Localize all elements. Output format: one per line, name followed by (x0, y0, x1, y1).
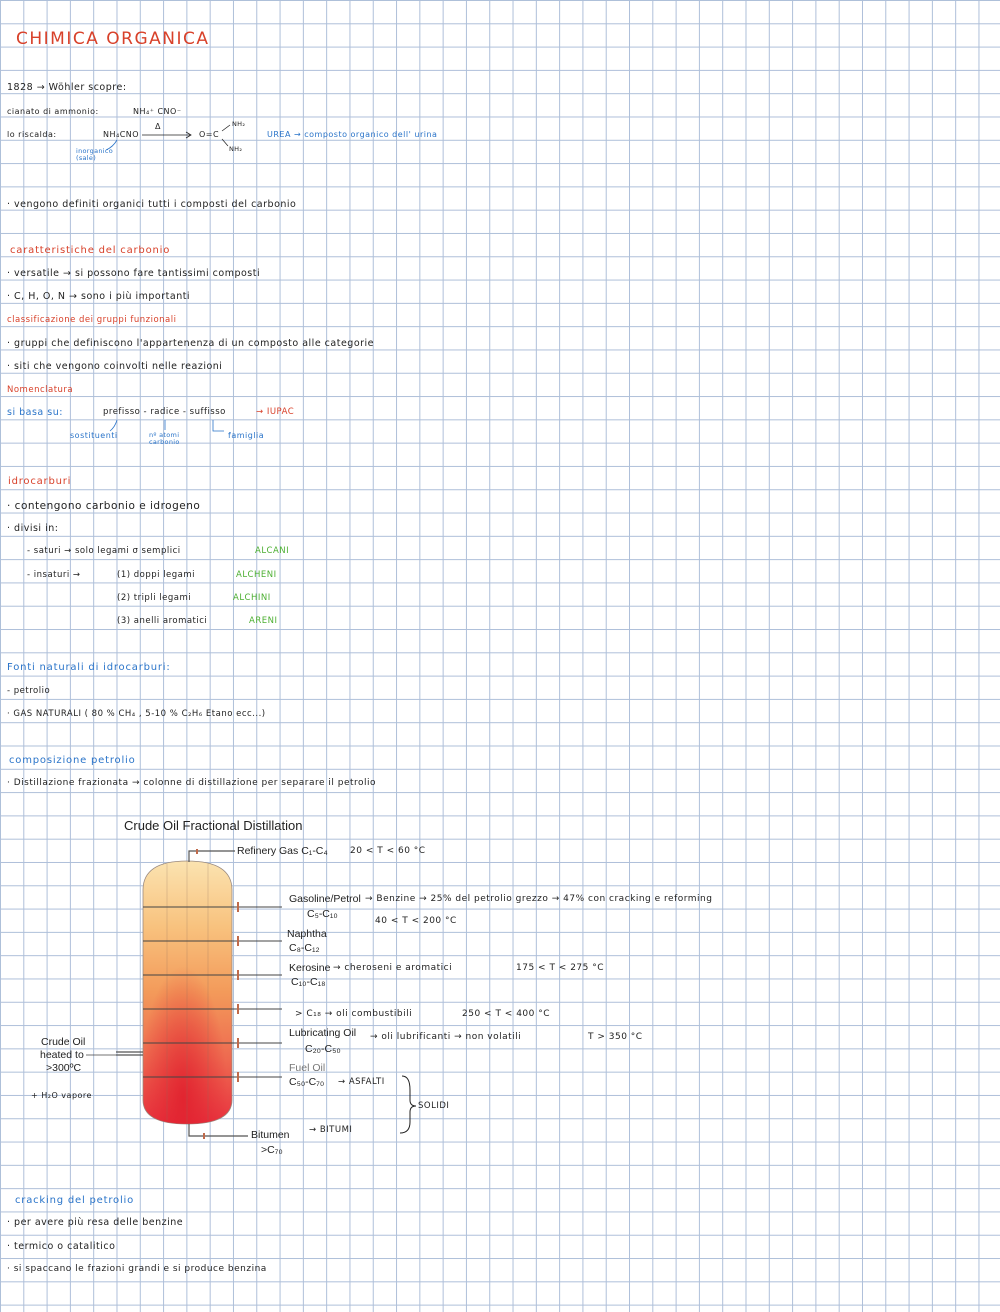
unsat-class-1: ALCHENI (236, 570, 277, 580)
fraction-lubricating-range: C₂₀-C₅₀ (305, 1043, 341, 1055)
intro-line-2-formula: NH₄⁺ CNO⁻ (133, 107, 182, 116)
fraction-fuel-oils: > C₁₈ → oli combustibili (295, 1009, 413, 1019)
nomenclature-heading: Nomenclatura (7, 385, 74, 395)
fraction-gasoline-range: C₅-C₁₀ (307, 908, 338, 920)
hydrocarbons-item-1: · contengono carbonio e idrogeno (7, 500, 201, 512)
saturated-text: - saturi → solo legami σ semplici (27, 546, 181, 556)
fraction-kerosine: Kerosine (289, 962, 331, 974)
unsat-class-2: ALCHINI (233, 593, 271, 603)
definition-text: · vengono definiti organici tutti i composti del carbonio (7, 199, 297, 210)
note-root: nº atomi carbonio (149, 431, 180, 447)
fraction-gasoline-note: → Benzine → 25% del petrolio grezzo → 47% con cracking e reforming (365, 894, 713, 904)
cracking-heading: cracking del petrolio (15, 1195, 135, 1206)
composition-item: · Distillazione frazionata → colonne di distillazione per separare il petrolio (7, 778, 377, 788)
unsat-class-3: ARENI (249, 616, 278, 626)
intro-line-2-label: cianato di ammonio: (7, 107, 99, 116)
heat-symbol: Δ (155, 122, 161, 131)
hydrocarbons-heading: idrocarburi (8, 476, 72, 487)
cracking-item-3: · si spaccano le frazioni grandi e si produce benzina (7, 1264, 267, 1274)
intro-line-1: 1828 → Wöhler scopre: (7, 82, 127, 93)
feed-label-3: >300ºC (46, 1062, 82, 1074)
nomenclature-rule-label: si basa su: (7, 407, 63, 418)
note-suffix: famiglia (228, 431, 265, 440)
carbon-item-1: · versatile → si possono fare tantissimi composti (7, 268, 261, 279)
fraction-gasoline-temp: 40 < T < 200 °C (375, 916, 457, 926)
steam-note: + H₂O vapore (31, 1091, 92, 1100)
fraction-fuel-oil-range: C₅₀-C₇₀ (289, 1076, 325, 1088)
nomenclature-rule: prefisso - radice - suffisso (103, 407, 226, 417)
reactant-note: inorganico (sale) (76, 147, 114, 163)
urea-note: UREA → composto organico dell' urina (267, 130, 438, 139)
fraction-naphtha-range: C₈-C₁₂ (289, 942, 320, 954)
fraction-fuel-oil-note: → ASFALTI (338, 1077, 385, 1087)
composition-heading: composizione petrolio (9, 755, 136, 766)
page-title: CHIMICA ORGANICA (16, 29, 210, 49)
nomenclature-iupac: → IUPAC (256, 407, 295, 417)
fraction-kerosine-note: → cheroseni e aromatici (333, 963, 453, 973)
fraction-kerosine-temp: 175 < T < 275 °C (516, 963, 605, 973)
fraction-fuel-oils-temp: 250 < T < 400 °C (462, 1009, 551, 1019)
unsat-item-3: (3) anelli aromatici (117, 616, 208, 626)
solids-brace (400, 1076, 416, 1133)
fraction-naphtha: Naphtha (287, 928, 327, 940)
sources-item-1: - petrolio (7, 686, 51, 696)
functional-item-1: · gruppi che definiscono l'appartenenza di un composto alle categorie (7, 338, 375, 349)
note-prefix: sostituenti (70, 431, 118, 440)
sources-item-2: · GAS NATURALI ( 80 % CH₄ , 5-10 % C₂H₆ Etano ecc...) (7, 709, 266, 719)
carbon-heading: caratteristiche del carbonio (10, 245, 171, 256)
functional-heading: classificazione dei gruppi funzionali (7, 315, 177, 325)
hydrocarbons-item-2: · divisi in: (7, 523, 59, 534)
feed-label-1: Crude Oil (41, 1036, 86, 1048)
cracking-item-1: · per avere più resa delle benzine (7, 1217, 184, 1228)
feed-label-2: heated to (40, 1049, 84, 1061)
unsat-item-2: (2) tripli legami (117, 593, 192, 603)
saturated-class: ALCANI (255, 546, 290, 556)
urea-nh2-bottom: NH₂ (229, 145, 243, 153)
fraction-lubricating-note: → oli lubrificanti → non volatili (370, 1032, 522, 1042)
fraction-lubricating-oil: Lubricating Oil (289, 1027, 357, 1039)
fraction-refinery-gas: Refinery Gas C₁-C₄ (237, 845, 328, 857)
fraction-lubricating-temp: T > 350 °C (588, 1032, 643, 1042)
unsaturated-text: - insaturi → (27, 570, 81, 580)
fraction-gasoline: Gasoline/Petrol (289, 893, 361, 905)
fraction-bitumen: Bitumen (251, 1129, 290, 1141)
urea-nh2-top: NH₂ (232, 120, 246, 128)
fraction-bitumen-range: >C₇₀ (261, 1144, 283, 1156)
cracking-item-2: · termico o catalitico (7, 1241, 116, 1252)
unsat-item-1: (1) doppi legami (117, 570, 196, 580)
intro-line-3-label: lo riscalda: (7, 130, 57, 139)
fraction-bitumen-note: → BITUMI (309, 1125, 353, 1135)
fraction-fuel-oil: Fuel Oil (289, 1062, 326, 1074)
functional-item-2: · siti che vengono coinvolti nelle reazioni (7, 361, 223, 372)
carbon-item-2: · C, H, O, N → sono i più importanti (7, 291, 191, 302)
fraction-refinery-gas-note: 20 < T < 60 °C (350, 846, 426, 856)
urea-carbonyl: O=C (199, 130, 220, 139)
reactant-formula: NH₄CNO (103, 130, 140, 139)
fraction-kerosine-range: C₁₀-C₁₈ (291, 976, 326, 988)
sources-heading: Fonti naturali di idrocarburi: (7, 662, 171, 673)
solids-label: SOLIDI (418, 1101, 450, 1111)
diagram-title: Crude Oil Fractional Distillation (124, 818, 303, 833)
